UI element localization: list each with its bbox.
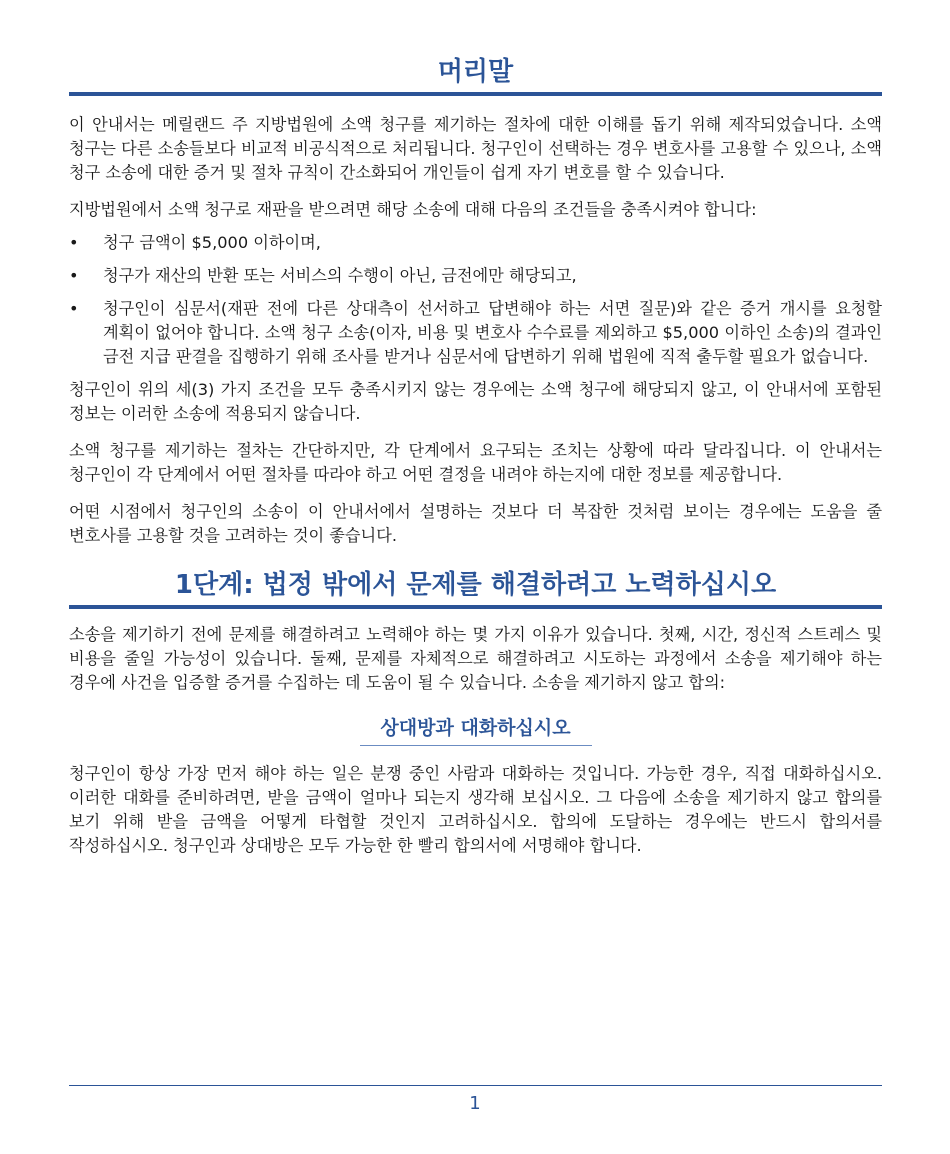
conditions-list (69, 231, 882, 369)
page-content (69, 55, 882, 858)
bullet-marker: • (69, 233, 79, 252)
bullet-marker: • (69, 299, 79, 318)
preface-paragraph-3: 청구인이 위의 세(3) 가지 조건을 모두 충족시키지 않는 경우에는 소액 청구에 해당되지 않고, 이 안내서에 포함된 정보는 이러한 소송에 적용되지 않습니다. (69, 380, 882, 423)
section-title-step-1: 1단계: 법정 밖에서 문제를 해결하려고 노력하십시오 (174, 570, 777, 600)
subtitle-underline (360, 745, 592, 746)
preface-paragraph-1: 이 안내서는 메릴랜드 주 지방법원에 소액 청구를 제기하는 절차에 대한 이해를 돕기 위해 제작되었습니다. 소액 청구는 다른 소송들보다 비교적 비공식적으로 처리됩니다. 청구인이 선택하는 경우 변호사를 고용할 수 있으나, 소액 청구 소송에 대한 증거 및 절차 규칙이 간소화되어 개인들이 쉽게 자기 변호를 할 수 있습니다. (69, 115, 882, 182)
condition-item (69, 264, 882, 288)
condition-text: 청구 금액이 $5,000 이하이며, (103, 233, 321, 252)
section-title-preface: 머리말 (437, 57, 514, 87)
preface-paragraph-4: 소액 청구를 제기하는 절차는 간단하지만, 각 단계에서 요구되는 조치는 상황에 따라 달라집니다. 이 안내서는 청구인이 각 단계에서 어떤 절차를 따라야 하고 어떤 결정을 내려야 하는지에 대한 정보를 제공합니다. (69, 441, 882, 484)
condition-text: 청구가 재산의 반환 또는 서비스의 수행이 아닌, 금전에만 해당되고, (103, 266, 577, 285)
page-number: 1 (469, 1093, 481, 1114)
title-underline (69, 92, 882, 96)
preface-paragraph-2: 지방법원에서 소액 청구로 재판을 받으려면 해당 소송에 대해 다음의 조건들을 충족시켜야 합니다: (69, 200, 757, 219)
condition-item (69, 231, 882, 255)
footer-divider (69, 1085, 882, 1086)
subsection-title-talk: 상대방과 대화하십시오 (380, 717, 571, 739)
preface-paragraph-5: 어떤 시점에서 청구인의 소송이 이 안내서에서 설명하는 것보다 더 복잡한 것처럼 보이는 경우에는 도움을 줄 변호사를 고용할 것을 고려하는 것이 좋습니다. (69, 502, 882, 545)
step-1-paragraph: 소송을 제기하기 전에 문제를 해결하려고 노력해야 하는 몇 가지 이유가 있습니다. 첫째, 시간, 정신적 스트레스 및 비용을 줄일 가능성이 있습니다. 둘째, 문제를 자체적으로 해결하려고 시도하는 과정에서 소송을 제기해야 하는 경우에 사건을 입증할 증거를 수집하는 데 도움이 될 수 있습니다. 소송을 제기하지 않고 합의: (69, 625, 882, 692)
talk-paragraph: 청구인이 항상 가장 먼저 해야 하는 일은 분쟁 중인 사람과 대화하는 것입니다. 가능한 경우, 직접 대화하십시오. 이러한 대화를 준비하려면, 받을 금액이 얼마나 되는지 생각해 보십시오. 그 다음에 소송을 제기하지 않고 합의를 보기 위해 받을 금액을 어떻게 타협할 것인지 고려하십시오. 합의에 도달하는 경우에는 반드시 합의서를 작성하십시오. 청구인과 상대방은 모두 가능한 한 빨리 합의서에 서명해야 합니다. (69, 764, 882, 855)
bullet-marker: • (69, 266, 79, 285)
condition-item (69, 297, 882, 369)
title-underline (69, 605, 882, 609)
condition-text: 청구인이 심문서(재판 전에 다른 상대측이 선서하고 답변해야 하는 서면 질문)와 같은 증거 개시를 요청할 계획이 없어야 합니다. 소액 청구 소송(이자, 비용 및 변호사 수수료를 제외하고 $5,000 이하인 소송)의 결과인 금전 지급 판결을 집행하기 위해 조사를 받거나 심문서에 답변하기 위해 법원에 직적 출두할 필요가 없습니다. (103, 299, 882, 366)
